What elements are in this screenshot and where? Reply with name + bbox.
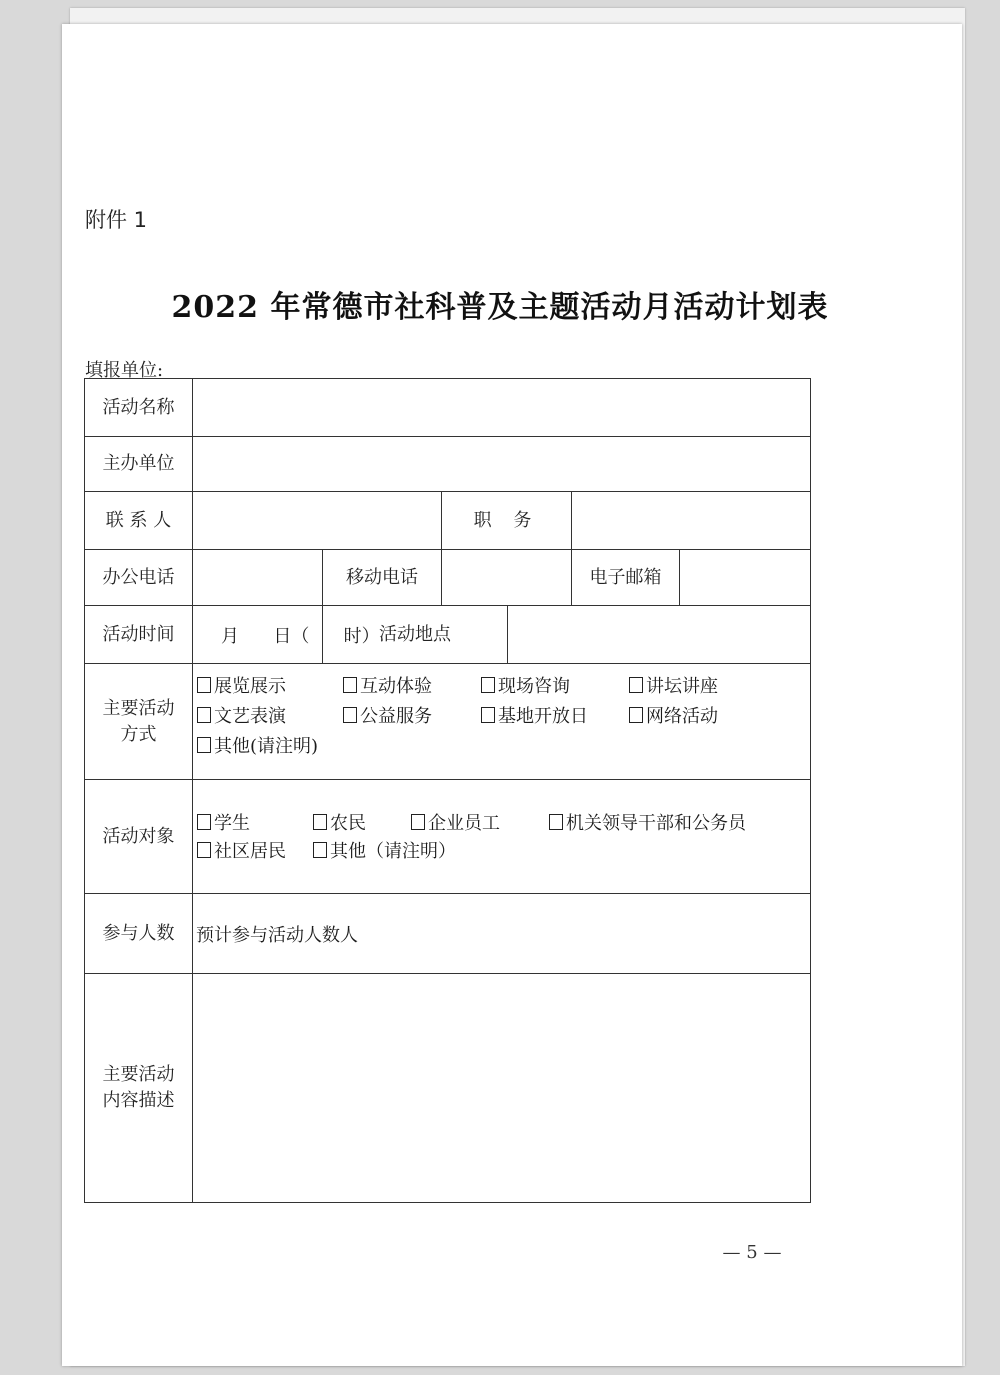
mobile-phone-label: 移动电话 xyxy=(323,550,442,606)
checkbox-icon xyxy=(629,677,643,693)
option-target-other[interactable]: 其他（请注明） xyxy=(313,838,456,866)
row-phones xyxy=(85,550,811,606)
option-students[interactable]: 学生 xyxy=(197,810,313,838)
participants-label: 参与人数 xyxy=(85,894,193,974)
checkbox-icon xyxy=(629,707,643,723)
option-other[interactable]: 其他(请注明) xyxy=(197,732,318,762)
checkbox-icon xyxy=(313,842,327,858)
position-label: 职 务 xyxy=(442,492,572,550)
option-residents[interactable]: 社区居民 xyxy=(197,838,313,866)
option-lecture[interactable]: 讲坛讲座 xyxy=(629,672,769,702)
organizer-field[interactable] xyxy=(193,437,811,492)
row-participants xyxy=(85,894,811,974)
main-forms-label xyxy=(85,664,193,780)
office-phone-field[interactable] xyxy=(193,550,323,606)
option-employees[interactable]: 企业员工 xyxy=(411,810,549,838)
row-activity-name xyxy=(85,379,811,437)
row-main-forms xyxy=(85,664,811,780)
email-field[interactable] xyxy=(680,550,811,606)
option-online[interactable]: 网络活动 xyxy=(629,702,769,732)
option-consultation[interactable]: 现场咨询 xyxy=(481,672,629,702)
row-organizer xyxy=(85,437,811,492)
checkbox-icon xyxy=(197,707,211,723)
checkbox-icon xyxy=(313,814,327,830)
activity-location-label: 活动地点 xyxy=(323,606,508,664)
row-contact xyxy=(85,492,811,550)
main-forms-row-3 xyxy=(197,732,806,762)
option-public-service[interactable]: 公益服务 xyxy=(343,702,481,732)
option-officials[interactable]: 机关领导干部和公务员 xyxy=(549,810,769,838)
checkbox-icon xyxy=(411,814,425,830)
row-content xyxy=(85,974,811,1203)
target-options xyxy=(193,780,811,894)
activity-time-label: 活动时间 xyxy=(85,606,193,664)
checkbox-icon xyxy=(197,677,211,693)
activity-name-field[interactable] xyxy=(193,379,811,437)
email-label: 电子邮箱 xyxy=(572,550,680,606)
mobile-phone-field[interactable] xyxy=(442,550,572,606)
activity-location-field[interactable] xyxy=(508,606,811,664)
attachment-label: 附件 1 xyxy=(85,208,148,232)
main-forms-label-line1: 主要活动 xyxy=(102,697,175,719)
row-targets xyxy=(85,780,811,894)
target-row-1 xyxy=(197,810,806,838)
activity-name-label: 活动名称 xyxy=(85,379,193,437)
checkbox-icon xyxy=(343,707,357,723)
office-phone-label: 办公电话 xyxy=(85,550,193,606)
page-number: — 5 — xyxy=(722,1242,782,1263)
checkbox-icon xyxy=(549,814,563,830)
row-time-location xyxy=(85,606,811,664)
participants-field[interactable]: 预计参与活动人数人 xyxy=(193,894,811,974)
contact-person-label: 联 系 人 xyxy=(85,492,193,550)
content-label-line2: 内容描述 xyxy=(102,1090,175,1111)
target-label: 活动对象 xyxy=(85,780,193,894)
main-forms-options xyxy=(193,664,811,780)
form-title: 2022 年常德市社科普及主题活动月活动计划表 xyxy=(171,290,829,325)
content-label xyxy=(85,974,193,1203)
main-forms-label-line2: 方式 xyxy=(120,723,157,745)
checkbox-icon xyxy=(197,814,211,830)
content-field[interactable] xyxy=(193,974,811,1203)
activity-plan-table xyxy=(84,378,811,1203)
checkbox-icon xyxy=(197,737,211,753)
contact-person-field[interactable] xyxy=(193,492,442,550)
organizer-label: 主办单位 xyxy=(85,437,193,492)
content-label-line1: 主要活动 xyxy=(102,1064,175,1085)
position-field[interactable] xyxy=(572,492,811,550)
checkbox-icon xyxy=(481,677,495,693)
checkbox-icon xyxy=(197,842,211,858)
option-performance[interactable]: 文艺表演 xyxy=(197,702,343,732)
checkbox-icon xyxy=(481,707,495,723)
checkbox-icon xyxy=(343,677,357,693)
option-interactive[interactable]: 互动体验 xyxy=(343,672,481,702)
option-exhibition[interactable]: 展览展示 xyxy=(197,672,343,702)
option-open-day[interactable]: 基地开放日 xyxy=(481,702,629,732)
main-forms-row-1 xyxy=(197,672,806,702)
option-farmers[interactable]: 农民 xyxy=(313,810,411,838)
main-forms-row-2 xyxy=(197,702,806,732)
fill-unit-label: 填报单位: xyxy=(85,360,164,381)
target-row-2 xyxy=(197,838,806,866)
activity-time-field[interactable]: 月 日（ 时） xyxy=(193,606,323,664)
